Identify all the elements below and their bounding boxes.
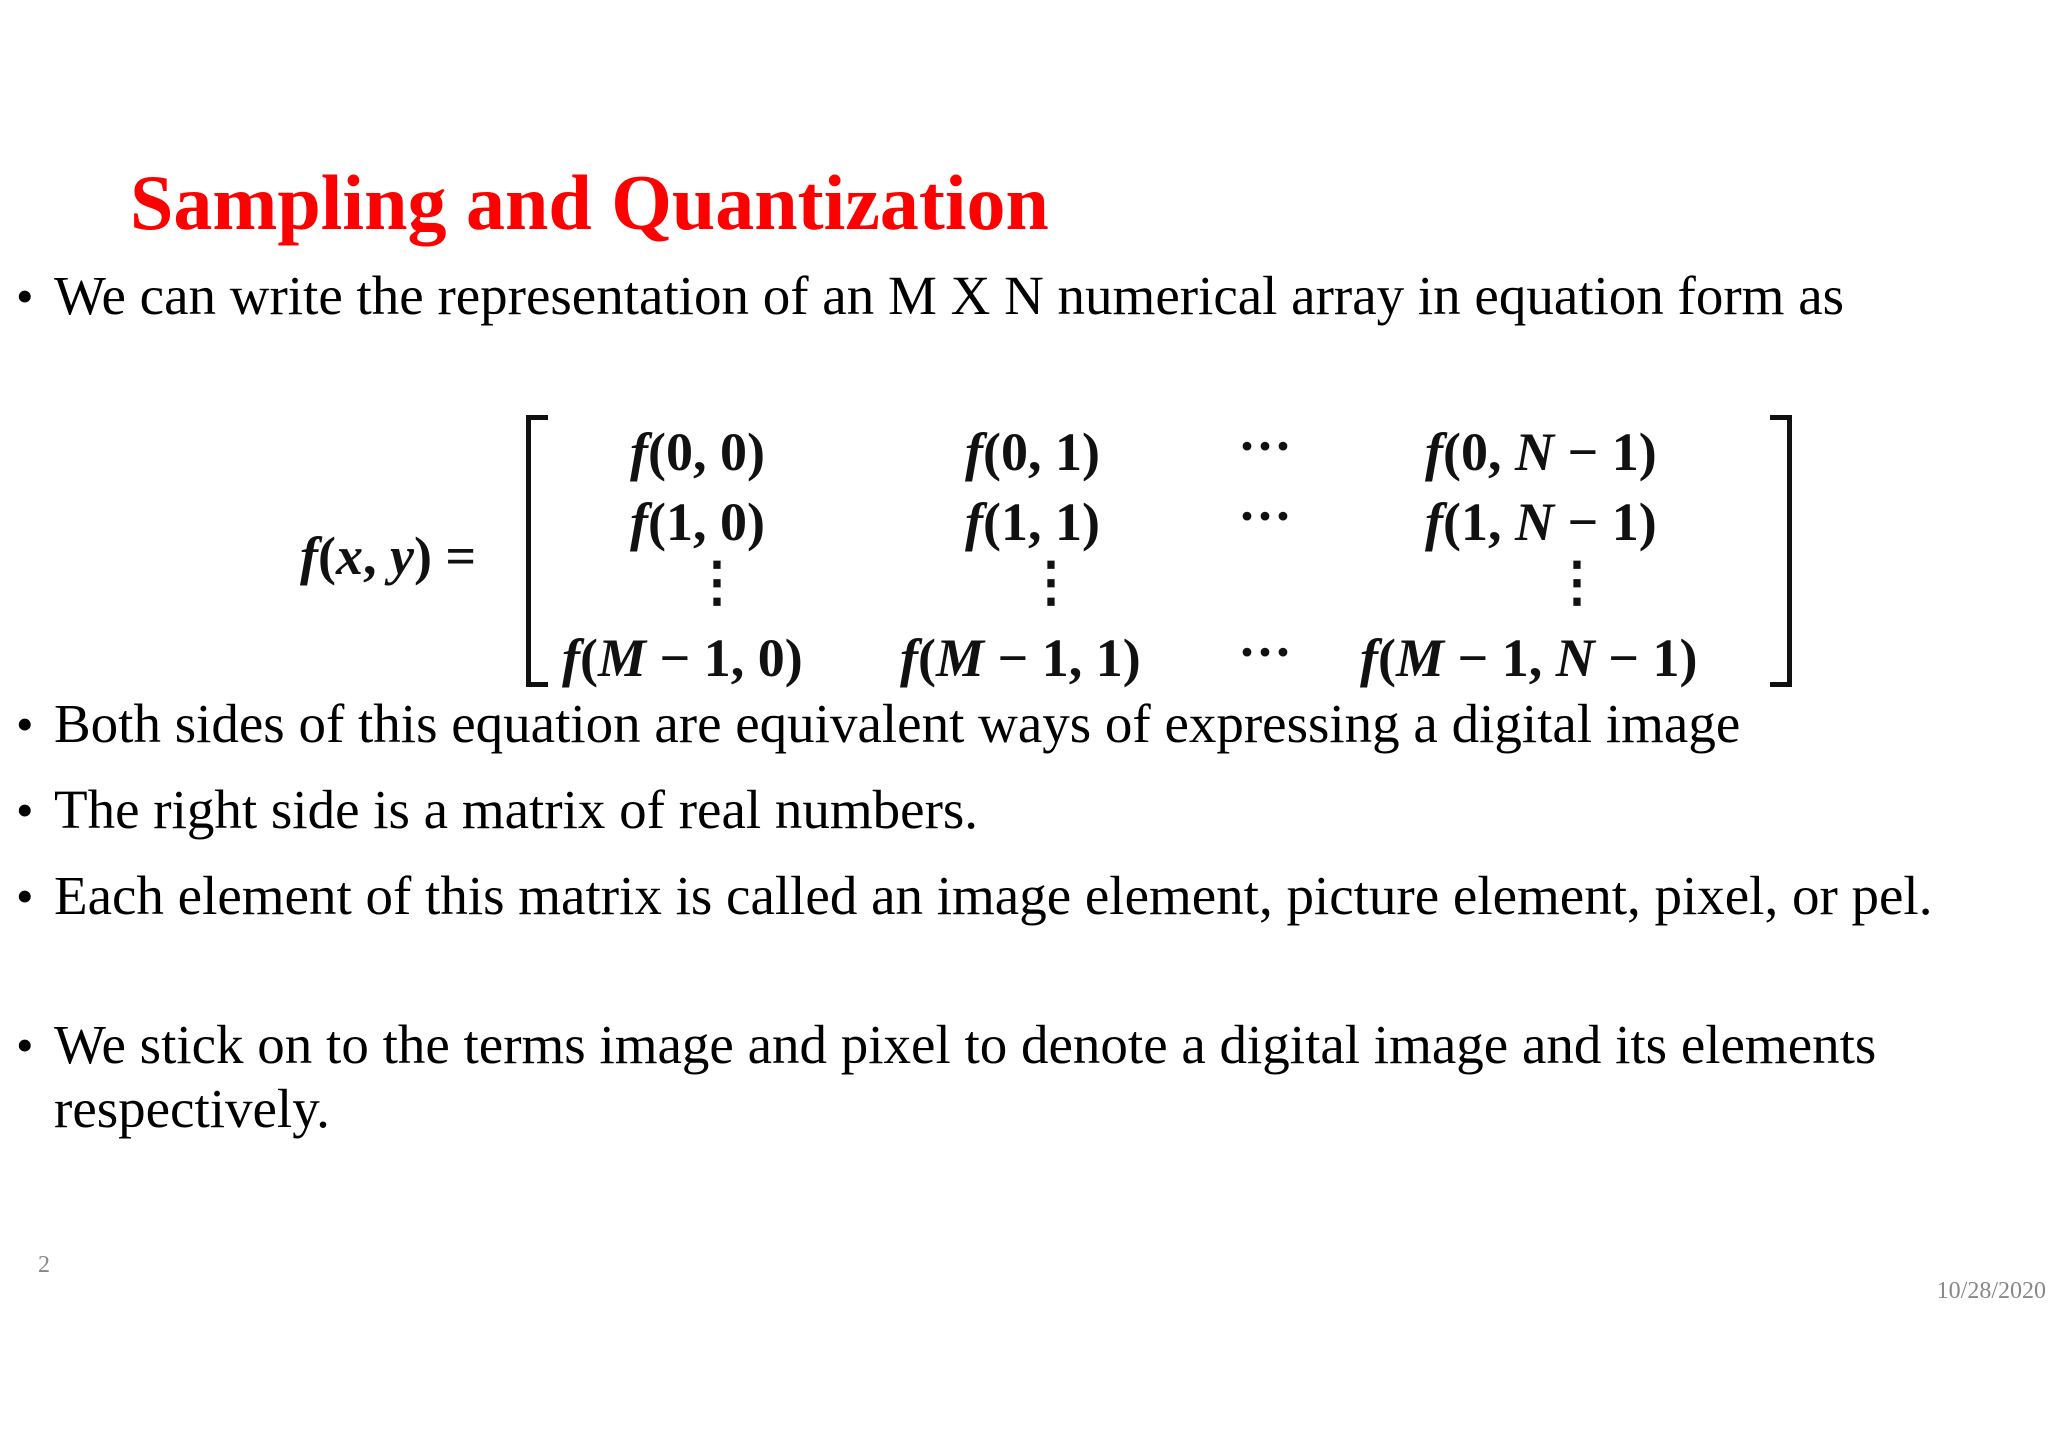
- bullet-text: We stick on to the terms image and pixel to denote a digital image and its elements respectively.: [54, 1014, 1877, 1139]
- bullet-text: Each element of this matrix is called an image element, picture element, pixel, or pel.: [54, 865, 1933, 926]
- matrix-vdots: ⋮: [1550, 552, 1604, 612]
- matrix-cell: f(1, 1): [965, 492, 1100, 552]
- matrix-ellipsis: ···: [1238, 622, 1293, 682]
- matrix-left-bracket: [526, 415, 548, 687]
- matrix-cell: f(M − 1, N − 1): [1360, 628, 1698, 688]
- matrix-vdots: ⋮: [1024, 552, 1078, 612]
- bullet-dot: •: [16, 782, 34, 838]
- equation-lhs-text: f(x, y) =: [300, 526, 477, 586]
- slide-date: 10/28/2020: [1936, 1278, 2046, 1304]
- bullet-dot: •: [16, 268, 34, 324]
- bullet-item: [16, 778, 2026, 842]
- matrix-vdots: ⋮: [690, 552, 744, 612]
- matrix-cell: f(0, 0): [630, 422, 765, 482]
- bullet-item: [16, 864, 2026, 928]
- matrix-cell: f(1, 0): [630, 492, 765, 552]
- bullet-text: We can write the representation of an M X N numerical array in equation form as: [54, 265, 1845, 326]
- matrix-cell: f(0, N − 1): [1425, 422, 1657, 482]
- matrix-cell: f(0, 1): [965, 422, 1100, 482]
- matrix-ellipsis: ···: [1238, 486, 1293, 546]
- equation-lhs: [300, 525, 476, 587]
- bullet-item: [16, 1013, 2026, 1141]
- matrix-ellipsis: ···: [1238, 416, 1293, 476]
- slide-title: Sampling and Quantization: [130, 159, 1049, 246]
- bullet-text: The right side is a matrix of real numbers.: [54, 779, 979, 840]
- matrix-equation: [290, 415, 1810, 695]
- bullet-text: Both sides of this equation are equivalent ways of expressing a digital image: [54, 693, 1741, 754]
- matrix-cell: f(1, N − 1): [1425, 492, 1657, 552]
- slide-page-number: 2: [38, 1252, 50, 1278]
- matrix-right-bracket: [1770, 415, 1792, 687]
- bullet-item: [16, 264, 2026, 328]
- matrix-cell: f(M − 1, 0): [562, 628, 803, 688]
- bullet-dot: •: [16, 868, 34, 924]
- bullet-dot: •: [16, 696, 34, 752]
- matrix-cell: f(M − 1, 1): [900, 628, 1141, 688]
- bullet-item: [16, 692, 2026, 756]
- bullet-dot: •: [16, 1017, 34, 1073]
